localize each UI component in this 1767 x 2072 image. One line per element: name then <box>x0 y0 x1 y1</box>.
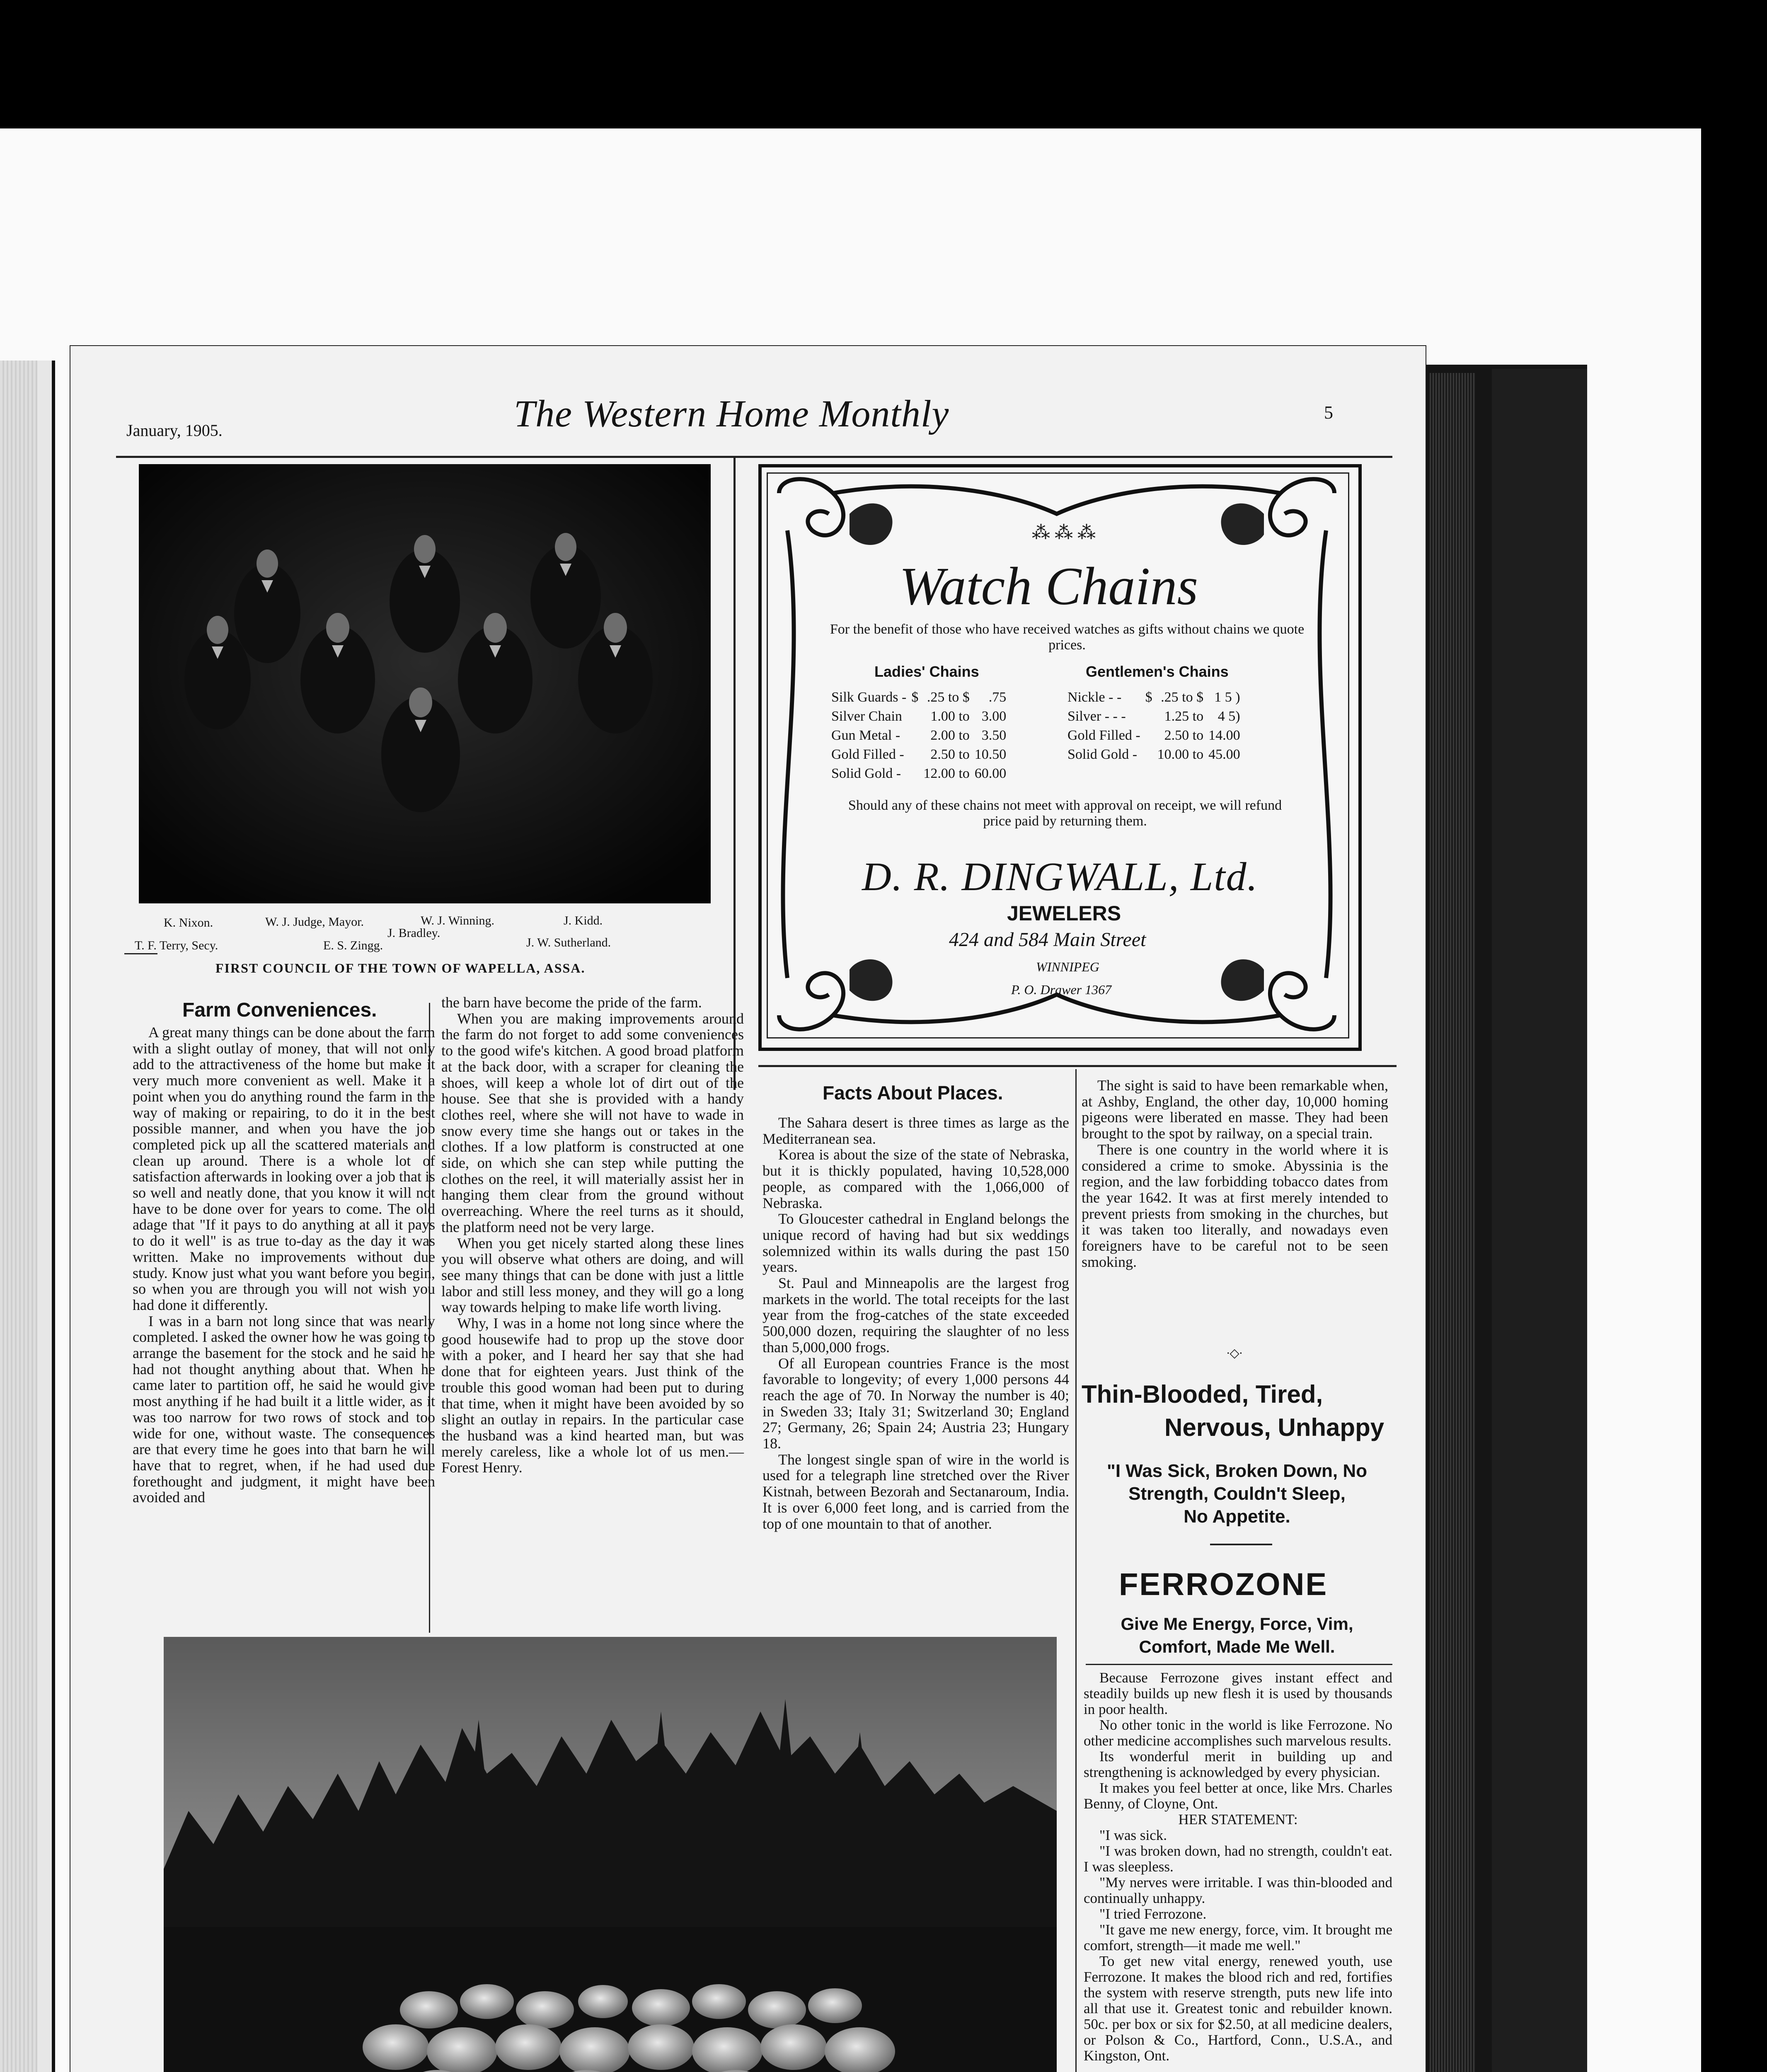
price-cell: Gold Filled - <box>1067 728 1140 743</box>
facts-column-2 <box>1082 1077 1388 1270</box>
price-cell <box>1143 707 1155 726</box>
council-photograph <box>139 464 711 903</box>
price-cell: 12.00 to <box>923 766 970 781</box>
adjacent-page-edge <box>0 361 37 2072</box>
facts-paragraph: Of all European countries France is the most favorable to longevity; of every 1,000 persons 44 reach the age of 70. In Norway the number is 40; in Sweden 33; Italy 31; Switzerland 30; England 27; Germany, 26; Spain 24; Austria 23; Hungary 18. <box>762 1355 1069 1452</box>
ferrozone-paragraph: "My nerves were irritable. I was thin-blooded and continually unhappy. <box>1084 1874 1392 1906</box>
price-cell: Solid Gold - <box>831 766 901 781</box>
price-cell: .25 to $ <box>1161 690 1204 705</box>
price-cell: 2.50 to <box>1164 728 1204 743</box>
ad-city: WINNIPEG <box>1036 959 1099 974</box>
ad-firm-name: D. R. DINGWALL, Ltd. <box>862 854 1259 899</box>
ferrozone-paragraph: "It gave me new energy, force, vim. It brought me comfort, strength—it made me well." <box>1084 1922 1392 1953</box>
price-cell: .25 to $ <box>927 690 970 705</box>
price-cell: Silver - - - <box>1067 709 1126 724</box>
ad-refund-note: Should any of these chains not meet with approval on receipt, we will refund price paid by returning them. <box>848 798 1282 829</box>
price-cell: .75 <box>988 690 1007 705</box>
farm-paragraph: A great many things can be done about the farm with a slight outlay of money, that will not only add to the attractiveness of the home but make it very much more convenient as well. Make it a point when you do anything round the farm in the way of making or repairing, to do it in the best possible manner, and when you have the job completed pick up all the scattered materials and clean up around. There is a whole lot of satisfaction afterwards in looking over a job that is so well and neatly done, that you know it will not have to be done over for years to come. The old adage that "If it pays to do anything at all it pays to do it well" is as true to-day as the day it was written. Make no improvements without due study. Know just what you want before you begin, so when you are through you will not wish you had done it differently. <box>133 1024 435 1313</box>
issue-date: January, 1905. <box>126 421 223 440</box>
price-cell: 1.00 to <box>930 709 970 724</box>
ferrozone-paragraph: No other tonic in the world is like Ferrozone. No other medicine accomplishes such marvelous results. <box>1084 1717 1392 1749</box>
ad-address: 424 and 584 Main Street <box>949 929 1146 951</box>
facts-paragraph: Korea is about the size of the state of Nebraska, but it is thickly populated, having 10,528,000 people, as compared with the 1,066,000 of Nebraska. <box>762 1146 1069 1211</box>
facts-paragraph: The sight is said to have been remarkable when, at Ashby, England, the other day, 10,000 homing pigeons were liberated en masse. They had been brought to the spot by railway, on a special train. <box>1082 1077 1388 1142</box>
column-rule <box>1075 1069 1077 1633</box>
price-cell: 14.00 <box>1208 728 1240 743</box>
price-cell: 45.00 <box>1208 747 1240 762</box>
facts-paragraph: The Sahara desert is three times as large as the Mediterranean sea. <box>762 1114 1069 1147</box>
farm-article-title: Farm Conveniences. <box>182 999 377 1021</box>
column-rule <box>1075 1633 1077 2072</box>
price-cell: 10.00 to <box>1157 747 1204 762</box>
price-cell <box>909 745 921 764</box>
price-row <box>1065 688 1243 707</box>
ferrozone-tagline-2: Comfort, Made Me Well. <box>1139 1637 1335 1656</box>
sheep-ranch-image <box>164 1637 1057 2072</box>
price-cell <box>1143 745 1155 764</box>
gentlemens-chains-heading: Gentlemen's Chains <box>1086 663 1229 680</box>
facts-paragraph: St. Paul and Minneapolis are the largest frog markets in the world. The total receipts for the last year from the frog-catches of the state exceeded 500,000 dozen, requiring the slaughter of no less than 5,000,000 frogs. <box>762 1275 1069 1356</box>
caption-name: E. S. Zingg. <box>323 939 383 952</box>
farm-paragraph: When you are making improvements around the farm do not forget to add some conveniences to the good wife's kitchen. A good broad platform at the back door, with a scraper for cleaning the shoes, will keep a whole lot of dirt out of the house. See that she is provided with a handy clothes reel, where she will not have to wade in snow every time she hangs out or takes in the clothes. If a low platform is constructed at one side, on which she can step while putting the clothes on the reel, it will materially assist her in hanging them clear from the ground without overreaching. Where the reel turns as it should, the platform need not be very large. <box>441 1010 744 1235</box>
price-row <box>1065 726 1243 745</box>
price-cell: 3.00 <box>981 709 1007 724</box>
sheep-ranch-photograph <box>164 1637 1057 2072</box>
ferrozone-rule <box>1086 1664 1392 1665</box>
facts-paragraph: There is one country in the world where it is considered a crime to smoke. Abyssinia is the region, and the law forbidding tobacco dates from the year 1642. It was at first merely intended to prevent priests from smoking in the churches, but it was taken too literally, and nowadays even foreigners have to be careful not to be seen smoking. <box>1082 1141 1388 1270</box>
facts-article-title: Facts About Places. <box>823 1082 1003 1104</box>
price-cell: $ <box>911 690 919 705</box>
price-cell: Silk Guards - <box>831 690 907 705</box>
price-row <box>829 764 1009 783</box>
ladies-price-table <box>829 688 1009 783</box>
caption-name: K. Nixon. <box>164 916 213 929</box>
farm-paragraph: Why, I was in a home not long since where the good housewife had to prop up the stove door with a poker, and I heard her say that she had done that for eighteen years. Just think of the trouble this good woman had been put to during that time, when it might have been avoided by so slight an outlay in repairs. In the particular case the husband was a kind hearted man, but was merely careless, like a whole lot of us men.—Forest Henry. <box>441 1315 744 1476</box>
price-cell: Gold Filled - <box>831 747 904 762</box>
section-rule <box>758 1065 1397 1067</box>
price-cell: 2.00 to <box>930 728 970 743</box>
price-cell <box>1143 726 1155 745</box>
price-row <box>1065 745 1243 764</box>
page-number: 5 <box>1324 402 1333 423</box>
caption-name: J. Kidd. <box>564 914 603 927</box>
price-row <box>1065 707 1243 726</box>
book-cover <box>1492 369 1587 2072</box>
council-caption-title: FIRST COUNCIL OF THE TOWN OF WAPELLA, ASSA. <box>215 961 586 975</box>
price-row <box>829 688 1009 707</box>
ferrozone-paragraph: Its wonderful merit in building up and strengthening is acknowledged by every physician. <box>1084 1748 1392 1780</box>
farm-paragraph: I was in a barn not long since that was nearly completed. I asked the owner how he was going to arrange the basement for the stock and he said he had not thought anything about that. When he came later to partition off, he said he would give most anything if he had built it a little wider, as it was too narrow for two rows of stock and too wide for one, without waste. The consequences are that every time he goes into that barn he will have that to regret, when, if he had used due forethought and judgment, it might have been avoided and <box>133 1312 435 1506</box>
ferrozone-paragraph: "I tried Ferrozone. <box>1099 1906 1207 1922</box>
ferrozone-brand: FERROZONE <box>1119 1567 1328 1602</box>
caption-name: W. J. Winning. <box>421 914 494 927</box>
price-cell: 2.50 to <box>930 747 970 762</box>
ad-intro: For the benefit of those who have received watches as gifts without chains we quote prices. <box>830 622 1305 653</box>
caption-name: J. Bradley. <box>387 926 441 940</box>
price-cell <box>909 707 921 726</box>
price-row <box>829 707 1009 726</box>
ferrozone-headline-1: Thin-Blooded, Tired, <box>1082 1380 1323 1408</box>
facts-paragraph: To Gloucester cathedral in England belongs the unique record of having had but six weddings solemnized within its walls during the past 150 years. <box>762 1210 1069 1276</box>
caption-name: T. F. Terry, Secy. <box>135 939 218 952</box>
gents-price-table <box>1065 688 1243 764</box>
farm-article-column-2 <box>441 995 744 1476</box>
ferrozone-body <box>1084 1670 1392 2064</box>
price-cell: Gun Metal - <box>831 728 900 743</box>
farm-paragraph: When you get nicely started along these lines you will observe what others are doing, and will see many things that can be done with just a little labor and still less money, and they will go a long way towards helping to make life worth living. <box>441 1234 744 1316</box>
section-divider: ∙◇∙ <box>1227 1346 1243 1360</box>
price-cell <box>909 764 921 783</box>
price-cell: 4 5) <box>1218 709 1240 724</box>
facts-paragraph: The longest single span of wire in the world is used for a telegraph line stretched over the River Kistnah, between Bezorah and Sectanaroum, India. It is over 6,000 feet long, and is carried from the top of one mountain to that of another. <box>762 1451 1069 1532</box>
price-cell: 1.25 to <box>1164 709 1204 724</box>
ferrozone-paragraph: "I was sick. <box>1099 1827 1167 1843</box>
ad-jewelers: JEWELERS <box>1007 902 1121 925</box>
ad-ornament-mark: ⁂ ⁂ ⁂ <box>1032 523 1096 543</box>
price-cell: Solid Gold - <box>1067 747 1138 762</box>
ad-po-box: P. O. Drawer 1367 <box>1011 982 1112 997</box>
caption-name: W. J. Judge, Mayor. <box>265 915 364 929</box>
ferrozone-rule <box>1210 1544 1272 1545</box>
header-rule <box>116 456 1392 458</box>
ladies-chains-heading: Ladies' Chains <box>874 663 979 680</box>
council-group-image <box>139 464 711 903</box>
ferrozone-paragraph: "I was broken down, had no strength, couldn't eat. I was sleepless. <box>1084 1843 1392 1875</box>
ferrozone-tagline-1: Give Me Energy, Force, Vim, <box>1121 1614 1353 1634</box>
price-cell: $ <box>1145 690 1152 705</box>
ferrozone-quote-1: "I Was Sick, Broken Down, No <box>1106 1461 1367 1481</box>
ferrozone-quote-2: Strength, Couldn't Sleep, <box>1128 1484 1346 1504</box>
book-page-edges <box>1430 373 1475 2072</box>
ferrozone-paragraph: It makes you feel better at once, like Mrs. Charles Benny, of Cloyne, Ont. <box>1084 1780 1392 1812</box>
ferrozone-headline-2: Nervous, Unhappy <box>1164 1414 1385 1441</box>
price-cell: 1 5 ) <box>1214 690 1240 705</box>
masthead-title: The Western Home Monthly <box>514 392 949 435</box>
ferrozone-quote-3: No Appetite. <box>1184 1506 1290 1527</box>
farm-paragraph: the barn have become the pride of the farm. <box>441 994 702 1011</box>
caption-mark <box>124 953 157 954</box>
price-cell: 60.00 <box>974 766 1007 781</box>
ferrozone-paragraph: To get new vital energy, renewed youth, use Ferrozone. It makes the blood rich and red, fortifies the system with reserve strength, puts new life into all that use it. Greatest tonic and rebuilder known. 50c. per box or six for $2.50, at all medicine dealers, or Polson & Co., Hartford, Conn., U.S.A., and Kingston, Ont. <box>1084 1953 1392 2064</box>
farm-article-column-1 <box>133 1024 435 1506</box>
price-cell: Silver Chain <box>831 709 902 724</box>
price-cell: 10.50 <box>974 747 1007 762</box>
price-row <box>829 745 1009 764</box>
caption-name: J. W. Sutherland. <box>526 936 611 949</box>
ferrozone-paragraph: Because Ferrozone gives instant effect and steadily builds up new flesh it is used by thousands in poor health. <box>1084 1670 1392 1717</box>
price-row <box>829 726 1009 745</box>
price-cell: 3.50 <box>981 728 1007 743</box>
price-cell <box>909 726 921 745</box>
ferrozone-statement-heading: HER STATEMENT: <box>1178 1811 1298 1828</box>
ad-title: Watch Chains <box>899 557 1198 616</box>
price-cell: Nickle - - <box>1067 690 1122 705</box>
facts-column-1 <box>762 1115 1069 1532</box>
